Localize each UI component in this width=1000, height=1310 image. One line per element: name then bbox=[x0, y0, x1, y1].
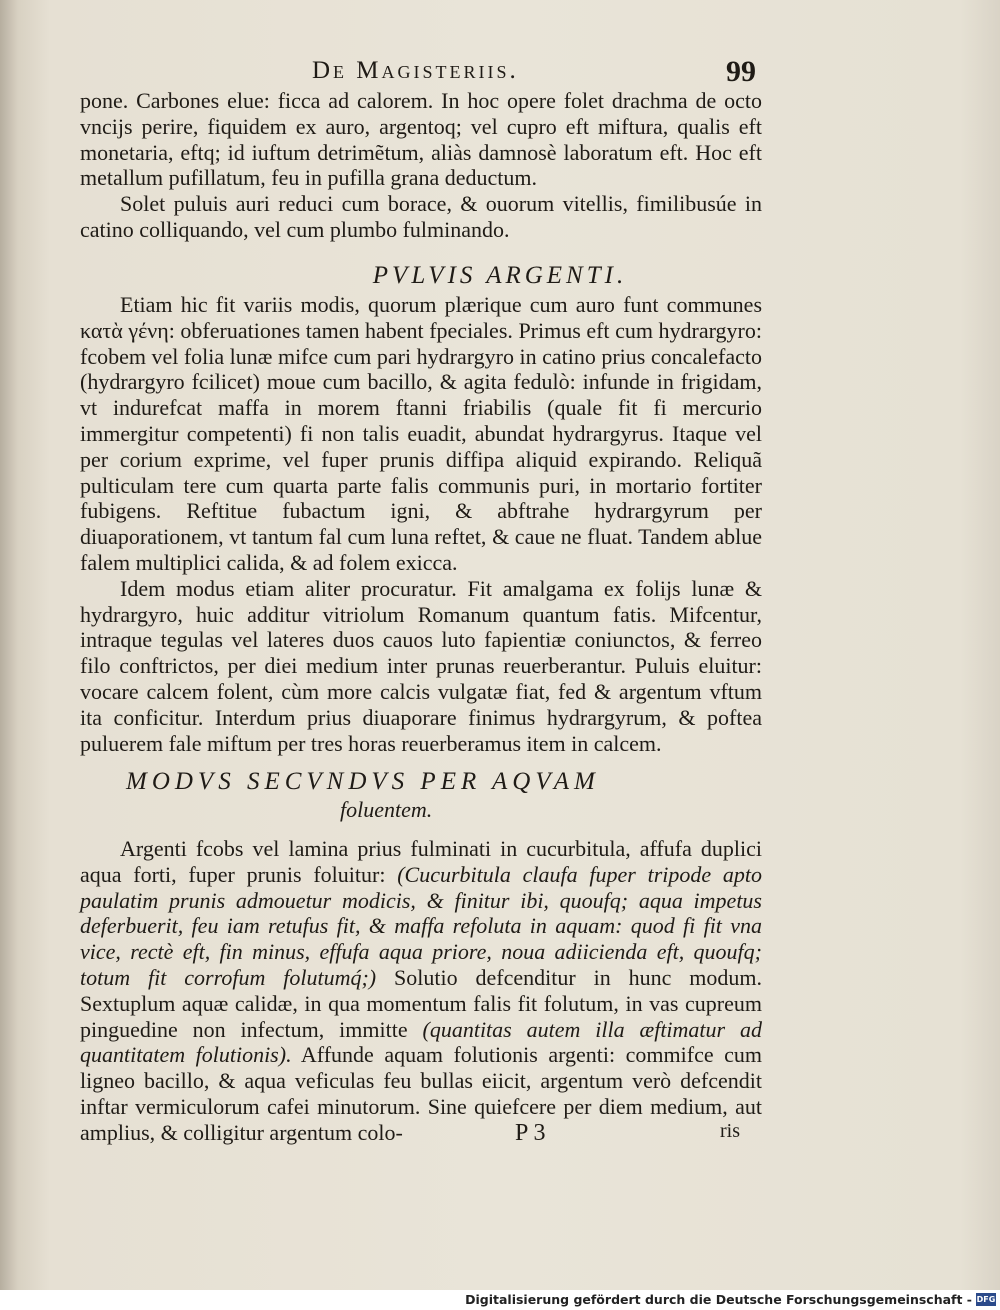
text-section-a bbox=[80, 88, 762, 243]
credit-bar bbox=[0, 1290, 1000, 1310]
page-number: 99 bbox=[726, 55, 756, 88]
signature-mark: P 3 bbox=[515, 1120, 546, 1146]
section-heading: PVLVIS ARGENTI. bbox=[372, 262, 628, 289]
dfg-logo: DFG bbox=[976, 1295, 996, 1304]
text-section-c bbox=[80, 836, 762, 1146]
text-section-b bbox=[80, 292, 762, 756]
section-heading-2 bbox=[126, 768, 726, 824]
italic-text-run: (quantitas autem illa æftimatur ad quantitatem folutionis). bbox=[80, 1016, 762, 1068]
text-run: Solutio defcenditur in hunc modum. Sextuplum aquæ calidæ, in qua momentum falis fit folutum, in vas cupreum pinguedine non infectum, immitte bbox=[80, 964, 762, 1042]
text-run: Argenti fcobs vel lamina prius fulminati in cucurbitula, affufa duplici aqua forti, fuper prunis foluitur: bbox=[80, 836, 762, 887]
paragraph: pone. Carbones elue: ficca ad calorem. In hoc opere folet drachma de octo vncijs perire, fiquidem ex auro, argentoq; vel cupro eft miftura, qualis eft monetaria, eftq; id iuftum detrimẽtum, aliàs damnosè laboratum eft. Hoc eft metallum pufillatum, feu in pufilla grana deductum. bbox=[80, 88, 762, 191]
paragraph: Etiam hic fit variis modis, quorum plærique cum auro funt communes κατὰ γένη: obferuationes tamen habent fpeciales. Primus eft cum hydrargyro: fcobem vel folia lunæ mifce cum pari hydrargyro in catino prius concalefacto (hydrargyro fcilicet) moue cum bacillo, & agita fedulò: infunde in frigidam, vt indurefcat maffa in morem ftanni friabilis (quale fit fi mercurio immergitur competenti) fi non talis euadit, abundat hydrargyrus. Itaque vel per corium exprime, vel fuper prunis diffipa aliquid expirando. Reliquã pulticulam tere cum quarta parte falis communis puri, in mortario fortiter fubigens. Reftitue fubactum igni, & abftrahe hydrargyrum per diuaporationem, vt tantum fal cum luna reftet, & caue ne fluat. Tandem ablue falem multiplici calida, & ad folem exicca. bbox=[80, 292, 762, 575]
paragraph bbox=[80, 836, 762, 1146]
credit-text: Digitalisierung gefördert durch die Deutsche Forschungsgemeinschaft - bbox=[465, 1292, 972, 1307]
heading-line: MODVS SECVNDVS PER AQVAM bbox=[126, 768, 600, 795]
catchword: ris bbox=[720, 1120, 740, 1142]
paragraph: Idem modus etiam aliter procuratur. Fit amalgama ex folijs lunæ & hydrargyro, huic additur vitriolum Romanum quantum fatis. Mifcentur, intraque tegulas vel lateres duos cauos luto fapientiæ coniunctos, & ferreo filo conftrictos, per diei medium inter prunas reuerberantur. Puluis eluitur: vocare calcem folent, cùm more calcis vulgatæ fiat, fed & argentum vftum ita conficitur. Interdum prius diuaporare finimus hydrargyrum, & poftea puluerem fale miftum per tres horas reuerberamus item in calcem. bbox=[80, 575, 762, 756]
heading-line: foluentem. bbox=[340, 797, 433, 822]
paragraph: Solet puluis auri reduci cum borace, & ouorum vitellis, fimilibusúe in catino colliquando, vel cum plumbo fulminando. bbox=[80, 191, 762, 242]
running-title: De Magisteriis. bbox=[312, 57, 519, 84]
italic-text-run: (Cucurbitula claufa fuper tripode apto paulatim prunis admouetur modicis, & finitur ibi, quoufq; aqua impetus deferbuerit, feu iam retufus fit, & maffa refoluta in aquam: quod fi fit vna vice, rectè eft, fin minus, effufa aqua priore, noua adiicienda eft, quoufq; totum fit corrofum folutumq́;) bbox=[80, 861, 762, 990]
text-run: Affunde aquam folutionis argenti: commifce cum ligneo bacillo, & aqua veficulas feu bullas eiicit, argentum verò defcendit inftar vermiculorum cafei minutorum. Sine quiefcere per diem medium, aut amplius, & colligitur argentum colo- bbox=[80, 1042, 762, 1145]
